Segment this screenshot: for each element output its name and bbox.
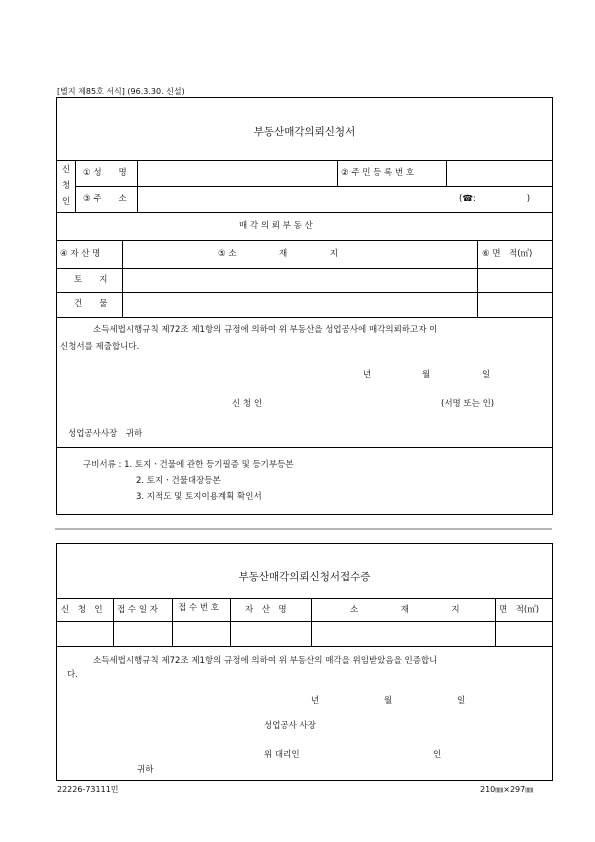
- paper-size: 210㎜×297㎜: [480, 785, 534, 794]
- receipt-col-asset: 자 산 명: [245, 605, 287, 615]
- receipt-date-day: 일: [457, 696, 466, 706]
- form-header-note: [별지 제85호 서식] (96.3.30. 신설): [57, 87, 185, 96]
- phone-label: (☎: ): [459, 194, 531, 204]
- building-location-field[interactable]: [125, 294, 474, 315]
- receipt-statement-line-1: 소득세법시행규칙 제72조 제1항의 규정에 의하여 위 부동산의 매각을 위임받았음을 인증합니: [93, 656, 438, 666]
- signature-note: (서명 또는 인): [441, 399, 495, 409]
- rrn-label: ② 주 민 등 록 번 호: [341, 168, 415, 178]
- form-code: 22226-73111민: [57, 785, 119, 794]
- application-statement-line-2: 신청서를 제출합니다.: [60, 342, 140, 352]
- land-area-field[interactable]: [480, 270, 550, 290]
- receipt-col-date: 접 수 일 자: [117, 605, 158, 615]
- required-docs-item-2: 2. 토지ㆍ건물대장등본: [136, 476, 221, 486]
- cut-line: [55, 528, 552, 530]
- receipt-statement-line-2: 다.: [67, 670, 78, 680]
- name-label: ① 성 명: [83, 168, 127, 178]
- land-location-field[interactable]: [125, 270, 474, 290]
- row-building-label: 건 물: [74, 299, 108, 309]
- address-field[interactable]: [140, 188, 450, 210]
- receipt-col-area: 면 적(㎡): [499, 605, 540, 615]
- receipt-form-title: 부동산매각의뢰신청서접수증: [238, 571, 371, 583]
- receipt-date-year: 년: [311, 696, 320, 706]
- receipt-location-field[interactable]: [313, 623, 493, 644]
- applicant-signature-label: 신 청 인: [232, 399, 263, 409]
- receipt-area-field[interactable]: [497, 623, 551, 644]
- row-land-label: 토 지: [74, 275, 108, 285]
- receipt-number-field[interactable]: [174, 623, 228, 644]
- date-year: 년: [363, 370, 372, 380]
- date-day: 일: [482, 370, 491, 380]
- application-recipient: 성업공사사장 귀하: [68, 429, 143, 439]
- address-label: ③ 주 소: [83, 194, 127, 204]
- receipt-agent: 위 대리인: [264, 750, 300, 760]
- receipt-date-field[interactable]: [115, 623, 170, 644]
- col-location: ⑤ 소 재 지: [218, 249, 338, 259]
- name-field[interactable]: [140, 162, 334, 184]
- receipt-asset-field[interactable]: [232, 623, 309, 644]
- property-section-label: 매 각 의 뢰 부 동 산: [239, 221, 313, 231]
- applicant-group-char-3: 인: [62, 197, 71, 207]
- application-statement-line-1: 소득세법시행규칙 제72조 제1항의 규정에 의하여 위 부동산을 성업공사에 매각의뢰하고자 이: [93, 325, 438, 335]
- receipt-recipient: 귀하: [137, 765, 154, 775]
- receipt-col-location: 소 재 지: [350, 605, 460, 615]
- signature-field[interactable]: [275, 395, 435, 411]
- receipt-col-number: 접 수 번 호: [178, 603, 219, 613]
- date-month: 월: [422, 370, 431, 380]
- receipt-applicant-field[interactable]: [58, 623, 111, 644]
- required-docs-item-1: 구비서류 : 1. 토지ㆍ건물에 관한 등기필증 및 등기부등본: [83, 460, 294, 470]
- application-form-title: 부동산매각의뢰신청서: [253, 126, 356, 138]
- col-area: ⑥ 면 적(㎡): [482, 249, 533, 259]
- receipt-seal: 인: [433, 750, 442, 760]
- building-area-field[interactable]: [480, 294, 550, 315]
- receipt-date-month: 월: [384, 696, 393, 706]
- receipt-issuer: 성업공사 사장: [264, 721, 316, 731]
- applicant-group-char-1: 신: [62, 165, 71, 175]
- col-asset-name: ④ 자 산 명: [60, 249, 101, 259]
- rrn-field[interactable]: [449, 162, 549, 184]
- applicant-group-char-2: 청: [62, 181, 71, 191]
- required-docs-item-3: 3. 지적도 및 토지이용계획 확인서: [136, 492, 262, 502]
- receipt-col-applicant: 신 청 인: [61, 605, 103, 615]
